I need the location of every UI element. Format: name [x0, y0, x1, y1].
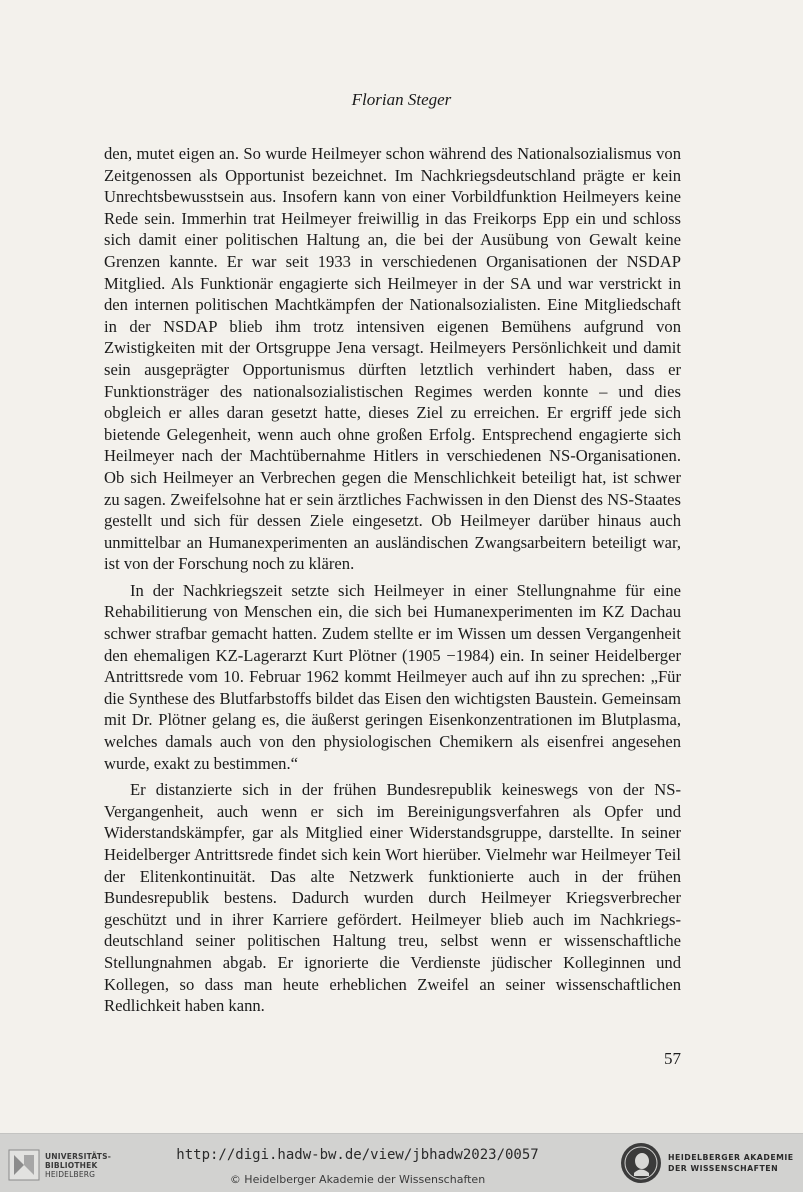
- permalink-url[interactable]: http://digi.hadw-bw.de/view/jbhadw2023/0057: [176, 1147, 539, 1163]
- copyright-notice: © Heidelberger Akademie der Wissenschaften: [229, 1173, 486, 1186]
- body-text: [104, 143, 681, 1022]
- paragraph-1: den, mutet eigen an. So wurde Heilmeyer schon während des Nationalsozialismus von Zeitgenossen als Opportunist bezeichnet. Im Nachkriegsdeutschland prägte er kein Unrechtsbewusstsein aus. Insofern kann von einer Vorbildfunktion Heilmeyers keine Rede sein. Immerhin trat Heilmeyer freiwillig in das Freikorps Epp ein und schloss sich damit einer politischen Haltung an, die bei der Ausübung von Gewalt keine Grenzen kannte. Er war seit 1933 in verschiedenen Organisationen der NSDAP Mitglied. Als Funktionär engagierte sich Heilmeyer in der SA und war verstrickt in den internen politischen Machtkämpfen der Nationalsozialisten. Eine Mitgliedschaft in der NSDAP blieb ihm trotz intensiven eigenen Bemühens aufgrund von Zwistigkeiten mit der Ortsgruppe Jena versagt. Heilmeyers Persönlichkeit und damit sein ausgeprägter Opportunismus dürften letztlich verhindert haben, dass er Funktionsträger des nationalsozialistischen Regimes werden konnte – und dies obgleich er alles daran gesetzt hatte, dieses Ziel zu erreichen. Er ergriff jede sich bietende Gelegenheit, wenn auch ohne großen Erfolg. Entsprechend engagierte sich Heilmeyer nach der Machtübernahme Hitlers in verschiedenen NS-Organisationen. Ob sich Heilmeyer an Verbrechen gegen die Menschlichkeit beteiligt hat, ist schwer zu sagen. Zweifelsohne hat er sein ärztliches Fachwissen in den Dienst des NS-Staates gestellt und sich für dessen Ziele eingesetzt. Ob Heilmeyer darüber hinaus auch unmittelbar an Humanexperimenten an ausländischen Zwangsarbeitern beteiligt war, ist von der Forschung noch zu klären.: [104, 144, 681, 574]
- academy-name-line-2: DER WISSENSCHAFTEN: [668, 1164, 779, 1173]
- library-name-line-1: UNIVERSITÄTS-: [45, 1152, 112, 1161]
- paragraph-3: Er distanzierte sich in der frühen Bundesrepublik keineswegs von der NS-Vergangenheit, auch wenn er sich im Bereinigungsverfahren als Opfer und Widerstandskämpfer, gar als Mitglied einer Widerstandsgruppe, darstellte. In seiner Heidelberger Antrittsrede findet sich kein Wort hierüber. Vielmehr war Heilmeyer Teil der Elitenkontinuität. Das alte Netzwerk funktionierte auch in der frühen Bundesrepublik bestens. Dadurch wurden durch Heilmeyer Kriegsverbrecher geschützt und in ihrer Karriere gefördert. Heilmeyer blieb auch im Nachkriegsdeutschland seiner politischen Haltung treu, selbst wenn er wissenschaftliche Stellungnahmen abgab. Er ignorierte die Verdienste jüdischer Kolleginnen und Kollegen, so dass man heute erheblichen Zweifel an seiner wissenschaftlichen Redlichkeit haben kann.: [104, 780, 681, 1016]
- library-name-line-3: HEIDELBERG: [45, 1170, 96, 1179]
- viewer-footer: [0, 1133, 803, 1192]
- page-number: 57: [664, 1049, 681, 1068]
- academy-seal-icon: [620, 1142, 662, 1184]
- paragraph-2: In der Nachkriegszeit setzte sich Heilmeyer in einer Stellungnahme für eine Rehabilitierung von Menschen ein, die sich bei Humanexperimenten im KZ Dachau schwer strafbar gemacht hatten. Zudem stellte er im Wissen um dessen Vergangenheit den ehemaligen KZ-Lagerarzt Kurt Plötner (1905 −1984) ein. In seiner Heidelberger Antrittsrede vom 10. Februar 1962 kommt Heilmeyer auch auf ihn zu sprechen: „Für die Synthese des Blutfarbstoffs bildet das Eisen den wichtigsten Baustein. Gemeinsam mit Dr. Plötner gelang es, die äußerst geringen Eisenkonzentrationen im Blutplasma, welches damals auch von den physiologischen Chemikern als eisenfrei angesehen wurde, exakt zu bestimmen.“: [104, 580, 681, 773]
- academy-logo[interactable]: [620, 1142, 800, 1186]
- academy-name: [668, 1152, 794, 1174]
- library-name-line-2: BIBLIOTHEK: [45, 1161, 98, 1170]
- running-head: Florian Steger: [351, 90, 452, 109]
- academy-name-line-1: HEIDELBERGER AKADEMIE: [668, 1153, 794, 1162]
